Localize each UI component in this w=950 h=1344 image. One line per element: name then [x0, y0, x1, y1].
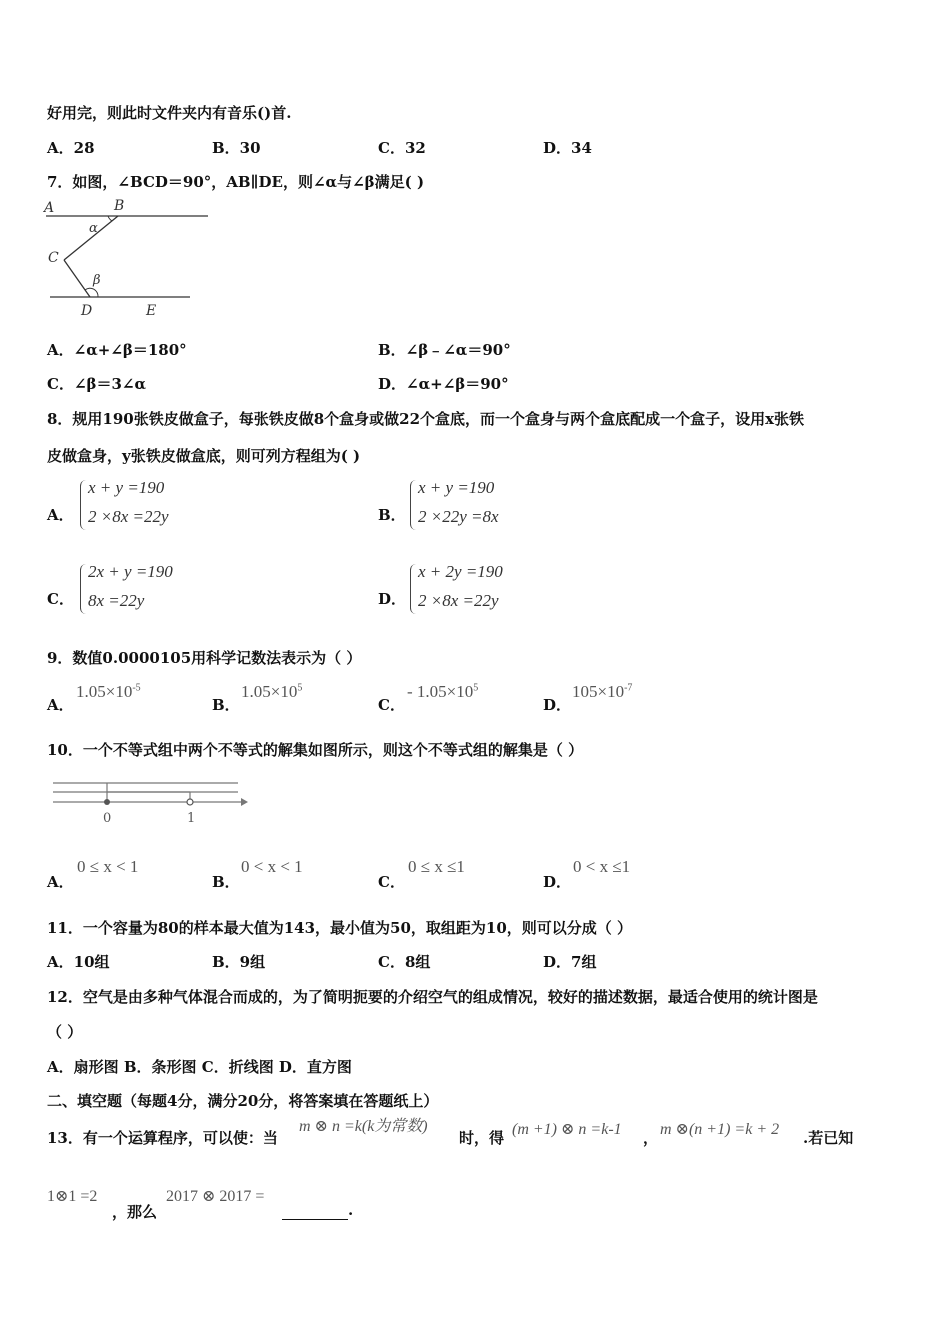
q8-option-d-system[interactable] — [410, 562, 550, 616]
q8-stem-line2: 皮做盒身，y张铁皮做盒底，则可列方程组为( ) — [47, 447, 361, 465]
label-a: A — [44, 200, 55, 216]
q10-option-d-value[interactable]: 0 < x ≤1 — [573, 857, 631, 876]
label-b: B — [114, 198, 125, 214]
q9-option-b-label[interactable]: B． — [212, 696, 240, 714]
q10-option-b-label[interactable]: B． — [212, 873, 240, 891]
q6-stem-tail: 好用完，则此时文件夹内有音乐()首. — [47, 104, 292, 122]
q6-option-b[interactable]: B．30 — [212, 139, 261, 157]
q13-formula-3: m ⊗(n +1) =k + 2 — [660, 1121, 780, 1138]
q7-option-d[interactable]: D．∠α+∠β＝90° — [378, 375, 509, 393]
q7-option-c[interactable]: C．∠β＝3∠α — [47, 375, 147, 393]
q6-option-c[interactable]: C．32 — [378, 139, 426, 157]
q12-stem-line2: （ ） — [47, 1023, 83, 1041]
q10-option-d-label[interactable]: D． — [543, 873, 572, 891]
label-e: E — [146, 303, 157, 319]
q10-number-line-figure — [48, 772, 253, 830]
q12-stem-line1: 12．空气是由多种气体混合而成的，为了简明扼要的介绍空气的组成情况，较好的描述数据，最适合使用的统计图是 — [47, 988, 818, 1006]
q6-option-a[interactable]: A．28 — [47, 139, 95, 157]
segment-cd — [64, 260, 90, 297]
q9-option-c-value[interactable]: - $1.05\times 10^5$ — [407, 682, 479, 701]
q13-formula-2: (m +1) ⊗ n =k-1 — [512, 1121, 622, 1138]
q7-figure — [40, 196, 215, 321]
q13-formula-5: 2017 ⊗ 2017 = — [166, 1188, 265, 1205]
brace-icon — [410, 480, 417, 530]
label-alpha: α — [89, 221, 98, 236]
q9-option-a-value[interactable]: $1.05\times 10^{-5}$ — [76, 682, 141, 701]
q9-option-c-label[interactable]: C． — [378, 696, 405, 714]
q11-stem: 11．一个容量为80的样本最大值为143，最小值为50，取组距为10，则可以分成（ ） — [47, 919, 633, 937]
q13-text-2: 时，得 — [459, 1129, 505, 1147]
axis-arrow-icon — [241, 798, 248, 806]
q8-option-c-label[interactable]: C． — [47, 590, 74, 608]
label-c: C — [48, 250, 59, 266]
section-2-heading: 二、填空题（每题4分，满分20分，将答案填在答题纸上） — [47, 1092, 439, 1110]
alpha-arc — [108, 216, 112, 221]
brace-icon — [80, 564, 87, 614]
q13-text-4: .若已知 — [803, 1129, 854, 1147]
q13-formula-1: m ⊗ n =k(k为常数) — [299, 1118, 428, 1135]
q13-text-5: ，那么 — [112, 1203, 158, 1221]
q8-a-eq2: 2 ×8x =22y — [88, 507, 169, 526]
q7-option-a[interactable]: A．∠α+∠β＝180° — [47, 341, 187, 359]
label-beta: β — [93, 273, 101, 288]
q10-stem: 10．一个不等式组中两个不等式的解集如图所示，则这个不等式组的解集是（ ） — [47, 741, 584, 759]
q8-c-eq1: 2x + y =190 — [88, 562, 173, 581]
q8-option-b-system[interactable] — [410, 478, 550, 532]
q8-a-eq1: x + y =190 — [88, 478, 165, 497]
tick-one: 1 — [187, 811, 196, 826]
q9-stem: 9．数值0.0000105用科学记数法表示为（ ） — [47, 649, 362, 667]
q11-option-b[interactable]: B．9组 — [212, 953, 266, 971]
solid-dot-zero — [104, 799, 110, 805]
brace-icon — [410, 564, 417, 614]
q8-b-eq1: x + y =190 — [418, 478, 495, 497]
tick-zero: 0 — [103, 811, 112, 826]
q9-option-d-label[interactable]: D． — [543, 696, 572, 714]
q11-option-a[interactable]: A．10组 — [47, 953, 110, 971]
q9-option-b-value[interactable]: $1.05\times 10^5$ — [241, 682, 303, 701]
q8-d-eq1: x + 2y =190 — [418, 562, 503, 581]
q13-text-3: ， — [643, 1129, 659, 1147]
q8-stem-line1: 8．规用190张铁皮做盒子，每张铁皮做8个盒身或做22个盒底，而一个盒身与两个盒底配成一个盒子，设用x张铁 — [47, 410, 805, 428]
q6-option-d[interactable]: D．34 — [543, 139, 592, 157]
q8-option-a-label[interactable]: A． — [47, 506, 74, 524]
brace-icon — [80, 480, 87, 530]
q13-formula-4: 1⊗1 =2 — [47, 1188, 98, 1205]
q9-option-d-value[interactable]: $105\times 10^{-7}$ — [572, 682, 633, 701]
q8-c-eq2: 8x =22y — [88, 591, 145, 610]
q10-option-a-value[interactable]: 0 ≤ x < 1 — [77, 857, 139, 876]
q12-options[interactable]: A．扇形图 B．条形图 C．折线图 D．直方图 — [47, 1058, 352, 1076]
q13-text-1: 13．有一个运算程序，可以使：当 — [47, 1129, 278, 1147]
q13-answer-blank[interactable]: . — [282, 1201, 353, 1220]
q8-option-c-system[interactable] — [80, 562, 220, 616]
q10-option-b-value[interactable]: 0 < x < 1 — [241, 857, 303, 876]
q8-option-b-label[interactable]: B． — [378, 506, 406, 524]
hollow-dot-one — [187, 799, 193, 805]
q8-option-a-system[interactable] — [80, 478, 220, 532]
q8-option-d-label[interactable]: D． — [378, 590, 407, 608]
q10-option-a-label[interactable]: A． — [47, 873, 74, 891]
q7-stem: 7．如图，∠BCD＝90°，AB∥DE，则∠α与∠β满足( ) — [47, 173, 425, 191]
label-d: D — [81, 303, 93, 319]
q11-option-d[interactable]: D．7组 — [543, 953, 597, 971]
q8-b-eq2: 2 ×22y =8x — [418, 507, 499, 526]
q10-option-c-value[interactable]: 0 ≤ x ≤1 — [408, 857, 465, 876]
q8-d-eq2: 2 ×8x =22y — [418, 591, 499, 610]
q11-option-c[interactable]: C．8组 — [378, 953, 431, 971]
q10-option-c-label[interactable]: C． — [378, 873, 405, 891]
q9-option-a-label[interactable]: A． — [47, 696, 74, 714]
q7-option-b[interactable]: B．∠β﹣∠α＝90° — [378, 341, 511, 359]
